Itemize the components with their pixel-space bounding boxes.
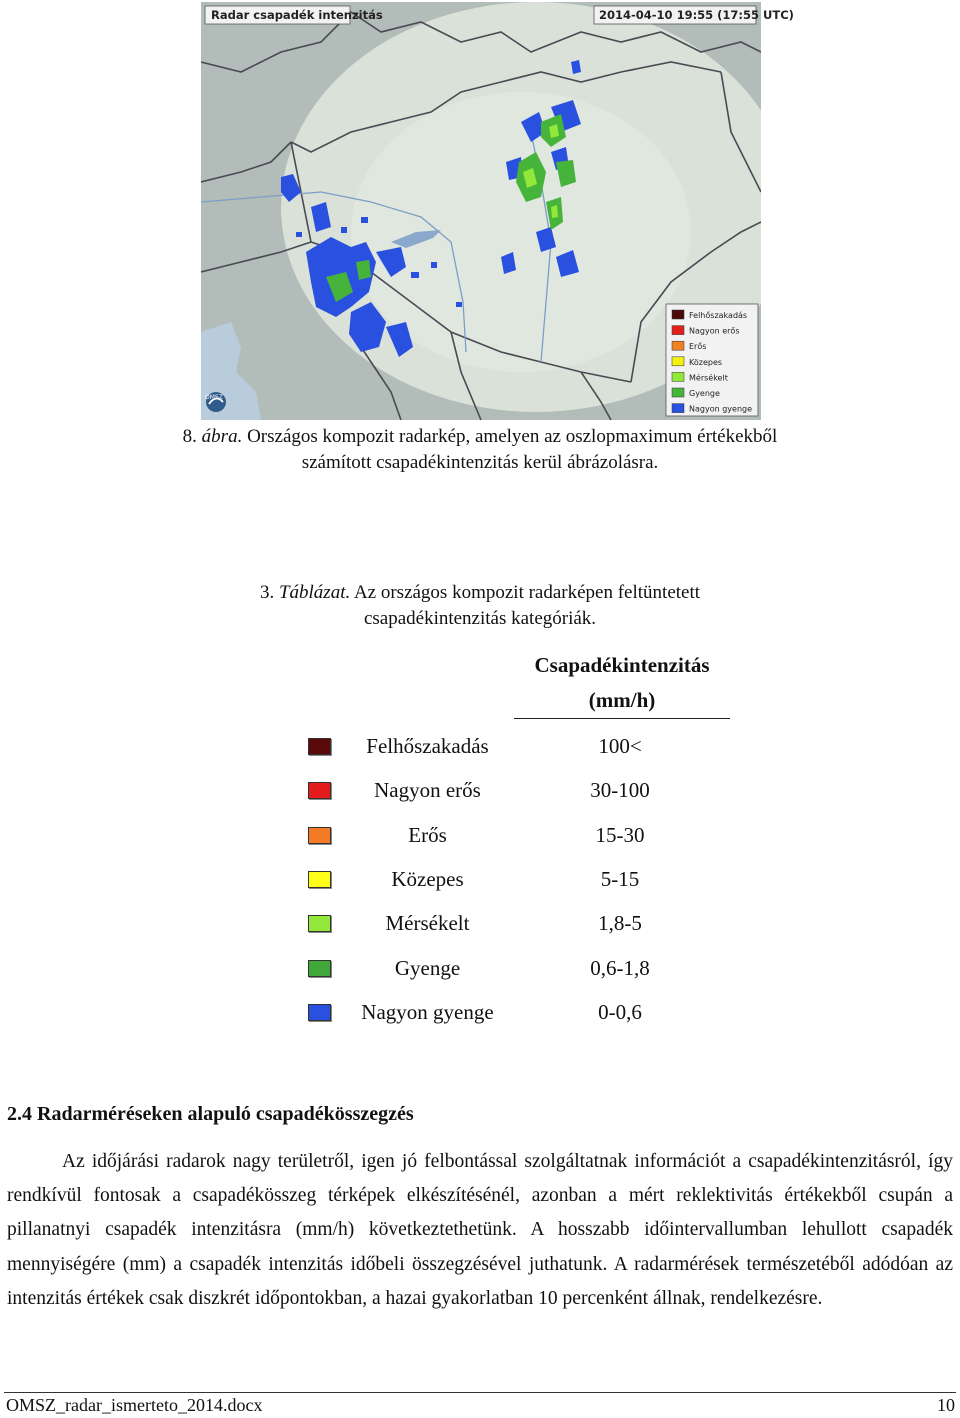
radar-map-figure [201,2,794,420]
table-cell-category: Közepes [391,866,464,891]
table-cell-category: Nagyon gyenge [361,999,494,1024]
table-header-rule [514,718,730,719]
legend-swatch [672,341,684,350]
table-header-unit: (mm/h) [588,688,656,712]
table-caption-number: 3. [259,582,275,603]
table-cell-category: Mérsékelt [385,911,470,936]
radar-timestamp: 2014-04-10 19:55 (17:55 UTC) [599,8,794,22]
table-row [300,997,760,1037]
section-paragraph-text: Az időjárási radarok nagy területről, igen jó felbontással szolgáltatnak információt a csapadékintenzitásról, így rendkívül fontosak a csapadékösszeg térképek elkészítésénél, azonban a mért reklektivitás értékekből csupán a pillanatnyi csapadék intenzitásra (mm/h) következtethetünk. A hosszabb időintervallumban lehullott csapadék mennyiségére (mm) a csapadék intenzitás időbeli összegzésével juthatunk. A radarmérések természetéből adódóan az intenzitás értékek csak diszkrét időpontokban, a hazai gyakorlatban 10 percenként állnak, rendelkezésre. [7,1151,953,1309]
table-cell-category: Felhőszakadás [366,734,489,758]
table-cell-value: 1,8-5 [598,911,642,936]
legend-label: Közepes [689,357,723,367]
table-row [300,908,760,948]
table-row [300,820,760,860]
table-cell-category: Gyenge [394,955,461,980]
section-paragraph [7,1145,953,1316]
figure-caption [150,424,810,476]
footer-rule [4,1392,956,1393]
table-row [300,731,760,771]
color-swatch [308,1004,331,1021]
figure-caption-label: ábra. [201,426,243,447]
legend-swatch [672,357,684,366]
table-cell-value: 5-15 [600,866,640,891]
table-cell-category: Nagyon erős [374,778,481,803]
table-cell-value: 30-100 [590,778,650,803]
table-caption-text-2: csapadékintenzitás kategóriák. [363,608,597,629]
table-caption-text-1: Az országos kompozit radarképen feltüntetett [353,582,701,603]
section-heading: 2.4 Radarméréseken alapuló csapadékösszegzés [7,1103,414,1125]
footer-page-number: 10 [937,1395,955,1415]
legend-label: Gyenge [689,389,720,398]
color-swatch [308,782,331,799]
table-row [300,953,760,993]
figure-caption-text: Országos kompozit radarkép, amelyen az oszlopmaximum értékekből számított csapadékintenzitás kerül ábrázolásra. [247,426,778,473]
table-row [300,775,760,815]
omsz-logo-text: OMSZ [205,394,223,401]
legend-swatch [672,388,684,397]
table-cell-value: 15-30 [595,822,645,847]
table-caption-label: Táblázat. [278,582,351,603]
legend-swatch [672,404,684,413]
legend-label: Nagyon erős [689,326,740,336]
legend-label: Erős [689,342,707,352]
table-header-intensity: Csapadékintenzitás [534,653,710,677]
legend-swatch [672,372,684,381]
color-swatch [308,738,331,755]
table-cell-category: Erős [408,822,447,847]
table-cell-value: 0-0,6 [598,999,642,1024]
table-cell-value: 100< [598,734,642,758]
legend-label: Felhőszakadás [689,311,748,320]
radar-title: Radar csapadék intenzitás [211,8,383,22]
radar-map-image [201,2,794,420]
color-swatch [308,915,331,932]
color-swatch [308,871,331,888]
legend-swatch [672,310,684,319]
color-swatch [308,827,331,844]
table-cell-value: 0,6-1,8 [590,955,650,980]
footer-filename: OMSZ_radar_ismerteto_2014.docx [6,1395,263,1415]
color-swatch [308,960,331,977]
legend-label: Nagyon gyenge [689,404,753,414]
legend-label: Mérsékelt [689,373,728,383]
figure-caption-number: 8. [182,426,197,447]
legend-swatch [672,326,684,335]
table-row [300,864,760,904]
table-caption [150,580,810,632]
